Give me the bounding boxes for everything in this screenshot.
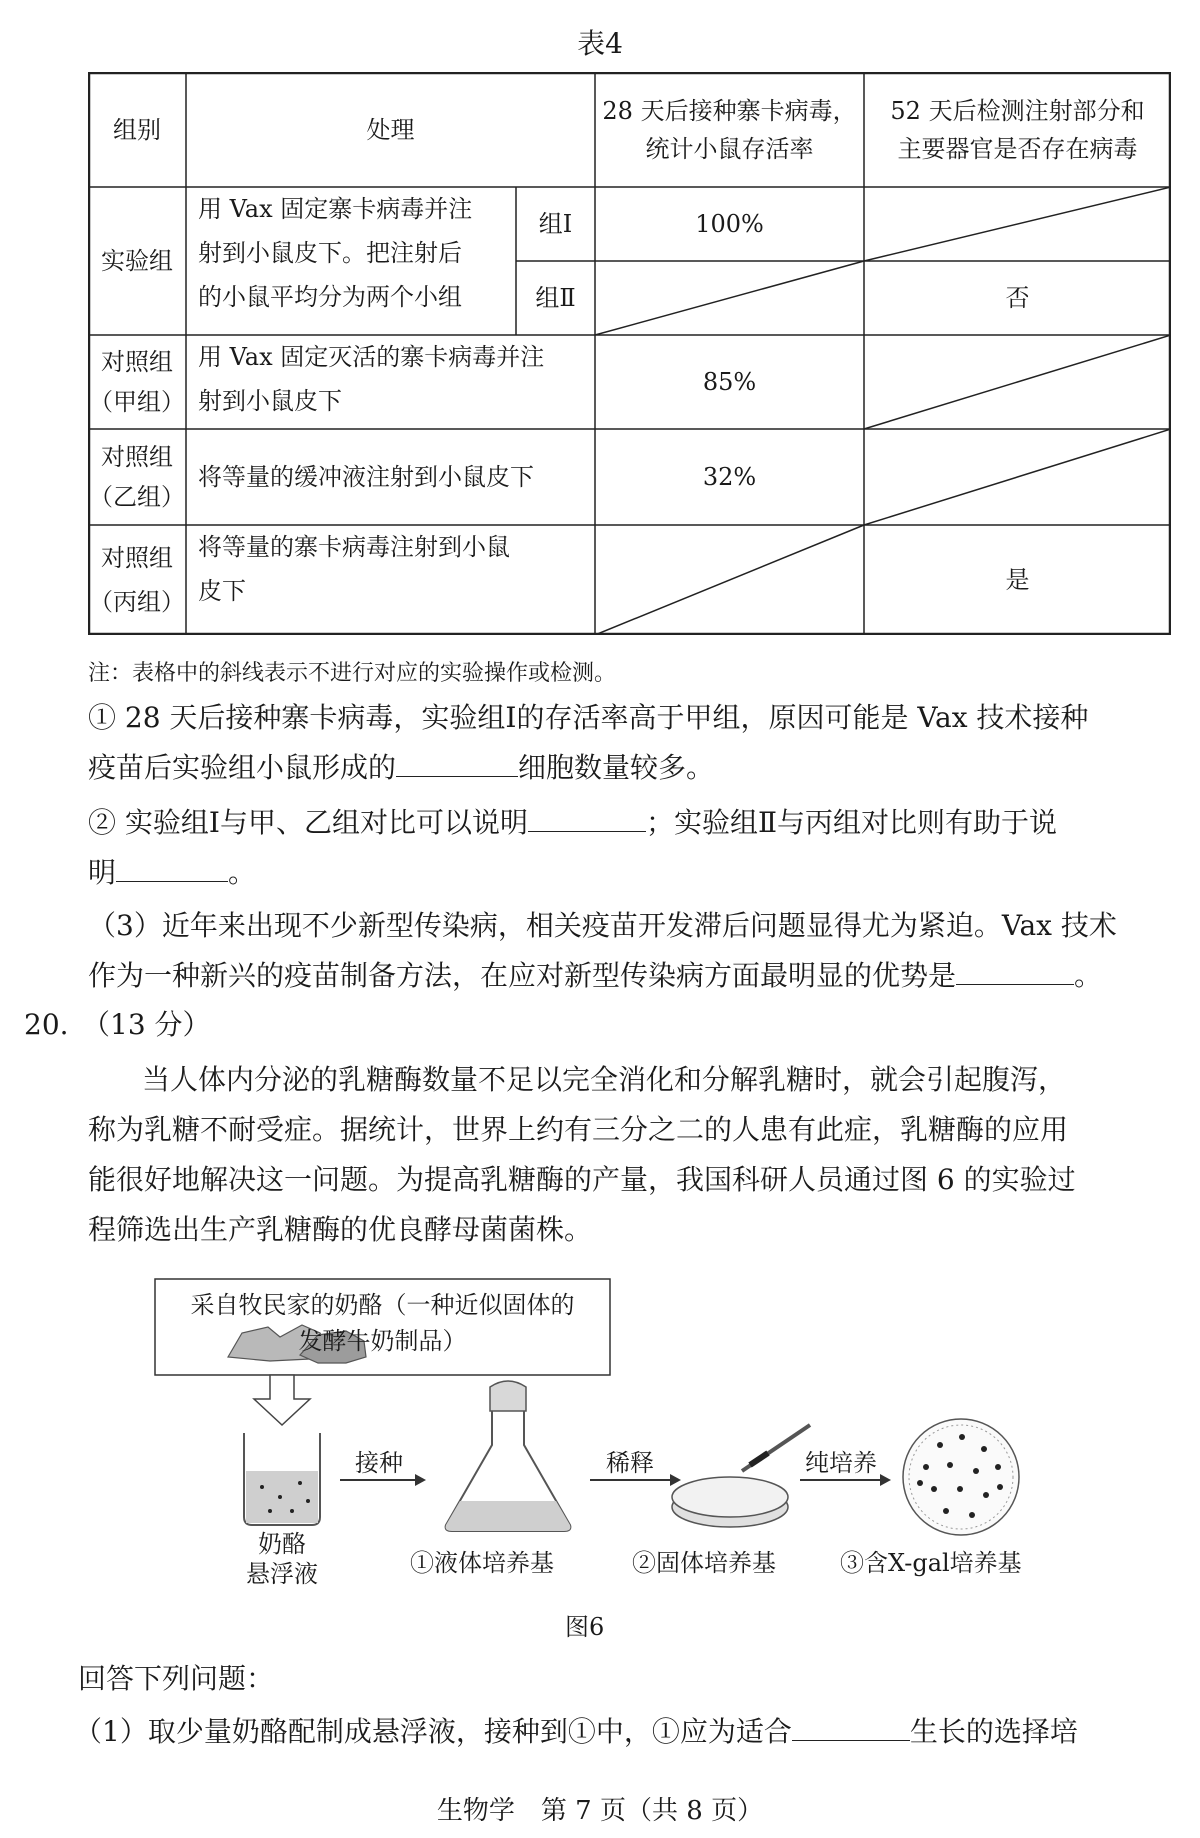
figure-caption: 图6 xyxy=(565,1613,605,1641)
colony-plate-icon xyxy=(903,1419,1019,1535)
header-detect: 52 天后检测注射部分和 主要器官是否存在病毒 xyxy=(890,96,1145,163)
arrow-inoculate-label: 接种 xyxy=(355,1449,403,1477)
answer-prompt: 回答下列问题： xyxy=(78,1662,275,1695)
figure-6 xyxy=(150,1275,1050,1605)
answer-blank[interactable] xyxy=(396,746,518,777)
header-survival: 28 天后接种寨卡病毒， 统计小鼠存活率 xyxy=(602,96,857,163)
row-exp-treatment: 用 Vax 固定寨卡病毒并注 射到小鼠皮下。把注射后 的小鼠平均分为两个小组 xyxy=(198,195,473,311)
intro-line: 称为乳糖不耐受症。据统计，世界上约有三分之二的人患有此症，乳糖酶的应用 xyxy=(88,1113,1069,1146)
question-1a: ① 28 天后接种寨卡病毒，实验组Ⅰ的存活率高于甲组，原因可能是 Vax 技术接种 xyxy=(88,701,1089,734)
arrow-pure-culture-label: 纯培养 xyxy=(805,1449,877,1477)
page-footer: 生物学 第 7 页（共 8 页） xyxy=(436,1796,764,1826)
plate-label: ②固体培养基 xyxy=(632,1549,776,1577)
row-yi-survival: 32% xyxy=(702,463,757,491)
table-caption: 表4 xyxy=(577,27,623,60)
sub-question-1: （1）取少量奶酪配制成悬浮液，接种到①中，①应为适合 生长的选择培 xyxy=(74,1708,1078,1756)
row-exp-sub2: 组Ⅱ xyxy=(535,284,576,312)
answer-blank[interactable] xyxy=(792,1710,910,1741)
xgal-plate-label: ③含X-gal培养基 xyxy=(840,1549,1022,1577)
question-2a: ② 实验组Ⅰ与甲、乙组对比可以说明 ；实验组Ⅱ与丙组对比则有助于说 xyxy=(88,799,1057,847)
row-bing-group: 对照组 （丙组） xyxy=(89,544,185,616)
row-jia-treatment: 用 Vax 固定灭活的寨卡病毒并注 射到小鼠皮下 xyxy=(198,343,545,415)
question-20-score: （13 分） xyxy=(82,1008,211,1041)
question-20-number: 20. xyxy=(24,1008,69,1041)
row-jia-group: 对照组 （甲组） xyxy=(89,348,185,416)
arrow-dilute-label: 稀释 xyxy=(606,1449,654,1477)
beaker-icon xyxy=(244,1433,320,1525)
answer-blank[interactable] xyxy=(956,954,1074,985)
intro-line: 程筛选出生产乳糖酶的优良酵母菌菌株。 xyxy=(88,1213,593,1246)
header-treatment: 处理 xyxy=(366,115,415,144)
flask-label: ①液体培养基 xyxy=(410,1549,554,1577)
row-yi-treatment: 将等量的缓冲液注射到小鼠皮下 xyxy=(198,463,534,491)
flask-icon xyxy=(446,1381,571,1531)
question-1b: 疫苗后实验组小鼠形成的 细胞数量较多。 xyxy=(88,744,714,792)
question-2b: 明 。 xyxy=(88,849,256,897)
experiment-table xyxy=(88,72,1171,635)
row-exp-sub1-survival: 100% xyxy=(695,210,764,238)
intro-line: 当人体内分泌的乳糖酶数量不足以完全消化和分解乳糖时，就会引起腹泻， xyxy=(142,1063,1067,1096)
intro-line: 能很好地解决这一问题。为提高乳糖酶的产量，我国科研人员通过图 6 的实验过 xyxy=(88,1163,1076,1196)
question-3a: （3）近年来出现不少新型传染病，相关疫苗开发滞后问题显得尤为紧迫。Vax 技术 xyxy=(88,909,1117,942)
row-bing-detect: 是 xyxy=(1005,566,1030,594)
row-exp-sub1: 组Ⅰ xyxy=(538,210,573,238)
answer-blank[interactable] xyxy=(116,851,228,882)
petri-dish-icon xyxy=(672,1425,810,1527)
answer-blank[interactable] xyxy=(528,801,646,832)
row-bing-treatment: 将等量的寨卡病毒注射到小鼠 皮下 xyxy=(198,533,510,605)
beaker-label: 奶酪 悬浮液 xyxy=(246,1530,318,1588)
row-yi-group: 对照组 （乙组） xyxy=(89,443,185,511)
row-exp-sub2-detect: 否 xyxy=(1005,284,1030,312)
cheese-box-label: 采自牧民家的奶酪（一种近似固体的 发酵牛奶制品） xyxy=(190,1291,575,1355)
row-jia-survival: 85% xyxy=(702,368,757,396)
header-group: 组别 xyxy=(113,115,161,144)
question-3b: 作为一种新兴的疫苗制备方法，在应对新型传染病方面最明显的优势是 。 xyxy=(88,952,1102,1000)
table-note: 注：表格中的斜线表示不进行对应的实验操作或检测。 xyxy=(88,661,617,686)
row-exp-group: 实验组 xyxy=(101,247,173,275)
